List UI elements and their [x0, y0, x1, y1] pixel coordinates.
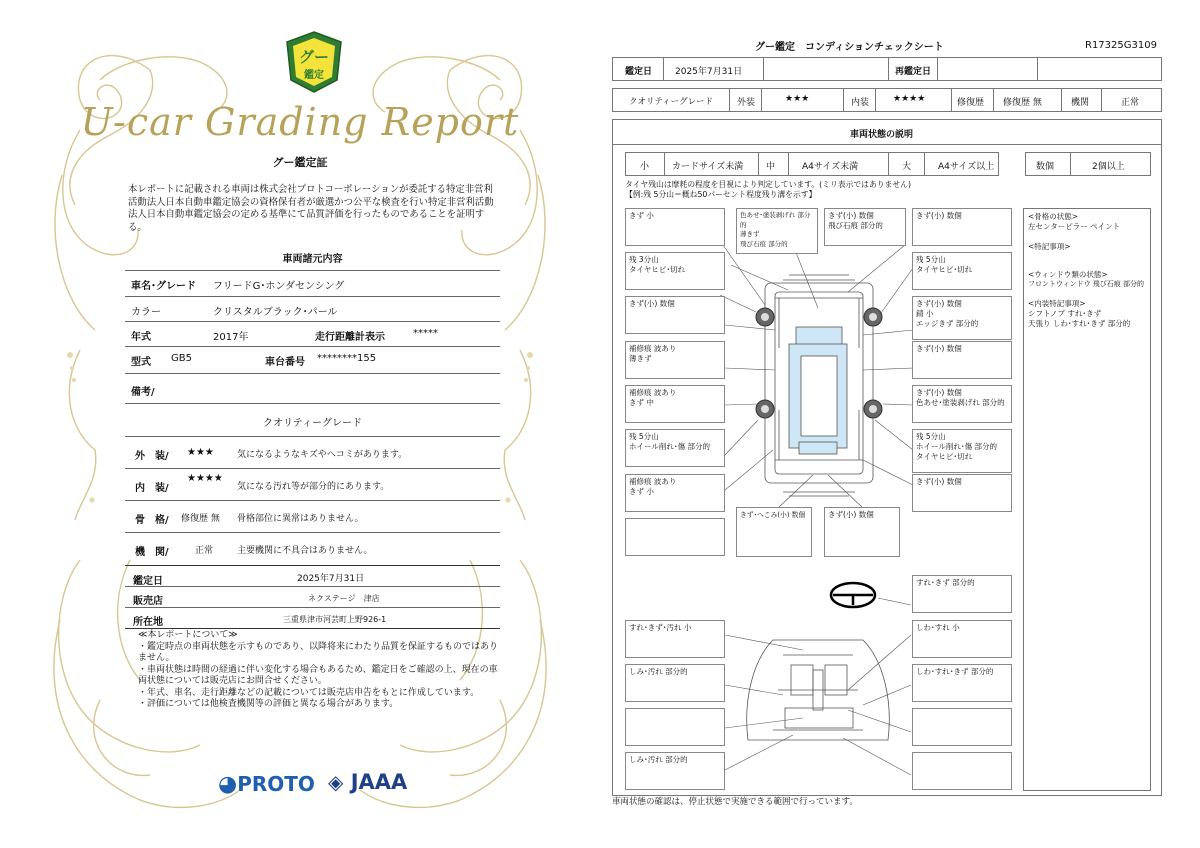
- spec-row-color: カラー クリスタルブラック･パール: [125, 296, 500, 320]
- note-line: フロントウィンドウ 飛び石痕 部分的: [1028, 280, 1145, 288]
- divider: [125, 628, 500, 629]
- spec-row-model: 型式 GB5 車台番号 ********155: [125, 346, 500, 370]
- grade-row-interior: 内 装/ ★★★★ 気になる汚れ等が部分的にあります。: [125, 468, 500, 500]
- size-legend: 小 カードサイズ未満 中 A4サイズ未満 大 A4サイズ以上: [625, 152, 999, 176]
- damage-box-right-front-door: きず(小) 数個: [912, 341, 1012, 379]
- sheet-title: グー鑑定 コンディションチェックシート: [755, 42, 944, 53]
- grade-row-frame: 骨 格/ 修復歴 無 骨格部位に異常はありません。: [125, 500, 500, 532]
- notes-title: ≪本レポートについて≫: [138, 630, 238, 640]
- spec-header: 車両諸元内容: [282, 254, 343, 265]
- jaaa-mark-icon: ◈: [328, 770, 344, 794]
- interior-box-rear-left: [625, 708, 725, 746]
- report-subtitle: グー鑑定証: [272, 156, 328, 169]
- damage-box-right-quarter: きず(小) 数個: [912, 474, 1012, 512]
- jaaa-logo: ◈ JAAA: [328, 770, 408, 794]
- report-title: U-car Grading Report: [80, 100, 520, 144]
- tire-example: 【例:残 5分山＝概ね50パーセント程度残り溝を示す】: [625, 190, 817, 199]
- interior-box-front-right: しわ･すれ 小: [912, 620, 1012, 658]
- grade-row-engine: 機 関/ 正常 主要機関に不具合はありません。: [125, 532, 500, 564]
- interior-box-mid-right: しわ･すれ･きず 部分的: [912, 664, 1012, 702]
- note-line: <ウィンドウ類の状態>: [1028, 270, 1108, 279]
- tire-box-rear-right: 残 5分山 ホイール削れ･傷 部分的 タイヤヒビ･切れ: [912, 429, 1012, 473]
- quality-header: クオリティーグレード: [263, 418, 362, 429]
- note-line: <内装特記事項>: [1028, 299, 1086, 308]
- note-line: <特記事項>: [1028, 242, 1071, 251]
- damage-box-rear-left: [625, 518, 725, 556]
- damage-box-front-bumper-right: きず(小) 数個 飛び石痕 部分的: [824, 208, 906, 246]
- special-notes-panel: [1023, 208, 1151, 791]
- grade-row-exterior: 外 装/ ★★★ 気になるようなキズやヘコミがあります。: [125, 436, 500, 468]
- info-row-address: 所在地 三重県津市河芸町上野926-1: [125, 607, 500, 629]
- sheet-code: R17325G3109: [1085, 40, 1157, 51]
- damage-box-front-right: きず(小) 数個: [912, 208, 1012, 246]
- damage-box-rear-bumper-left: きず･へこみ(小) 数個: [736, 507, 812, 557]
- count-legend: 数個 2個以上: [1025, 152, 1151, 176]
- report-notes: [138, 630, 498, 711]
- condition-check-sheet: [600, 0, 1200, 848]
- interior-box-cargo-left: しみ･汚れ 部分的: [625, 752, 725, 790]
- intro-text: 本レポートに記載される車両は株式会社プロトコーポレーションが委託する特定非営利活動法人日本自動車鑑定協会の資格保有者が厳選かつ公平な検査を行い特定非営利活動法人日本自動車鑑定協会の定める基準にて品質評価を行ったものであることを証明する。: [128, 184, 494, 233]
- tire-box-front-right: 残 5分山 タイヤヒビ･切れ: [912, 252, 1012, 290]
- interior-box-cargo-right: [912, 752, 1012, 790]
- condition-panel: 車両状態の説明 小 カードサイズ未満 中 A4サイズ未満 大 A4サイズ以上 数個 2個以上 タイヤ残山は摩耗の程度を目視により判定しています。(ミリ表示ではありません) 【例:残 5分山＝概ね50パーセント程度残り溝を示す】 きず 小 色あせ･塗装剥げれ 部分的 薄きず 飛び石痕 部分的 きず(小) 数個 飛び石痕 部分的 きず(小) 数個 残 3分山 タイヤヒビ･切れ 残 5分山 タイヤヒビ･切れ きず(小) 数個 きず(小) 数個 錆 小 エッジきず 部分的 補修痕 波あり 薄きず きず(小) 数個 補修痕 波あり きず 中 きず(小) 数個 色あせ･塗装剥げれ 部分的 残 5分山 ホイール削れ･傷 部分的 残 5分山 ホイール削れ･傷 部分的 タイヤヒビ･切れ 補修痕 波あり きず 小 きず(小) 数個 きず･へこみ(小) 数個 きず(小) 数個 すれ･きず 部分的 すれ･きず･汚れ 小 しわ･すれ 小 しみ･汚れ 部分的 しわ･すれ･きず 部分的 しみ･汚れ 部分的 <骨格の状態> 左センターピラー ペイント <特記事項> <ウィンドウ類の状態> フロントウィンドウ 飛び石痕 部分的 <内装特記事項> シフトノブ すれ･きず 天張り しわ･すれ･きず 部分的: [612, 119, 1162, 796]
- damage-box-left-quarter: 補修痕 波あり きず 小: [625, 474, 725, 512]
- divider: [125, 403, 500, 404]
- damage-box-front-left: きず 小: [625, 208, 725, 246]
- steering-wheel-icon: [831, 583, 875, 607]
- note-line: 左センターピラー ペイント: [1028, 222, 1121, 231]
- interior-box-front-left: すれ･きず･汚れ 小: [625, 620, 725, 658]
- interior-box-mid-left: しみ･汚れ 部分的: [625, 664, 725, 702]
- tire-box-rear-left: 残 5分山 ホイール削れ･傷 部分的: [625, 429, 725, 467]
- tire-note: タイヤ残山は摩耗の程度を目視により判定しています。(ミリ表示ではありません): [625, 180, 911, 189]
- note-item: ・評価については他検査機関等の評価と異なる場合があります。: [138, 699, 399, 709]
- interior-box-rear-right: [912, 708, 1012, 746]
- date-row: 鑑定日 2025年7月31日 再鑑定日: [612, 57, 1162, 81]
- note-item: ・車両状態は時間の経過に伴い変化する場合もあるため、鑑定日をご確認の上、現在の車両状態については販売店にお問合せください。: [138, 664, 498, 686]
- proto-logo: ◕PROTO: [218, 772, 315, 797]
- proto-mark-icon: ◕: [218, 772, 238, 797]
- spec-row-remarks: 備考/: [125, 373, 500, 403]
- tire-box-front-left: 残 3分山 タイヤヒビ･切れ: [625, 252, 725, 290]
- svg-text:鑑定: 鑑定: [304, 70, 324, 81]
- info-row-shop: 販売店 ネクステージ 津店: [125, 586, 500, 608]
- damage-box-left-front-door: 補修痕 波あり 薄きず: [625, 341, 725, 379]
- quality-grade-row: クオリティーグレード 外装 ★★★ 内装 ★★★★ 修復歴 修復歴 無 機関 正常: [612, 88, 1162, 112]
- damage-box-left-rear-door: 補修痕 波あり きず 中: [625, 385, 725, 423]
- note-item: ・鑑定時点の車両状態を示すものであり、以降将来にわたり品質を保証するものではありません。: [138, 641, 499, 663]
- sheet-footer: 車両状態の確認は、停止状態で実施できる範囲で行っています。: [612, 797, 858, 807]
- damage-box-left-fender: きず(小) 数個: [625, 296, 725, 334]
- note-item: ・年式、車名、走行距離などの記載については販売店申告をもとに作成しています。: [138, 687, 480, 698]
- spec-row-name: 車名･グレード フリードG･ホンダセンシング: [125, 270, 500, 294]
- note-line: <骨格の状態>: [1028, 212, 1079, 221]
- damage-box-rear-bumper-right: きず(小) 数個: [824, 507, 900, 557]
- info-row-date: 鑑定日 2025年7月31日: [125, 565, 500, 587]
- svg-text:グー: グー: [298, 48, 330, 66]
- damage-box-front-bumper-left: 色あせ･塗装剥げれ 部分的 薄きず 飛び石痕 部分的: [736, 208, 818, 254]
- damage-box-right-rear-door: きず(小) 数個 色あせ･塗装剥げれ 部分的: [912, 385, 1012, 423]
- interior-box-steering: すれ･きず 部分的: [912, 575, 1012, 613]
- note-line: 天張り しわ･すれ･きず 部分的: [1028, 319, 1131, 328]
- spec-row-year: 年式 2017年 走行距離計表示 *****: [125, 321, 500, 345]
- note-line: シフトノブ すれ･きず: [1028, 309, 1102, 318]
- damage-box-right-fender: きず(小) 数個 錆 小 エッジきず 部分的: [912, 296, 1012, 340]
- goo-badge-logo: [283, 30, 345, 94]
